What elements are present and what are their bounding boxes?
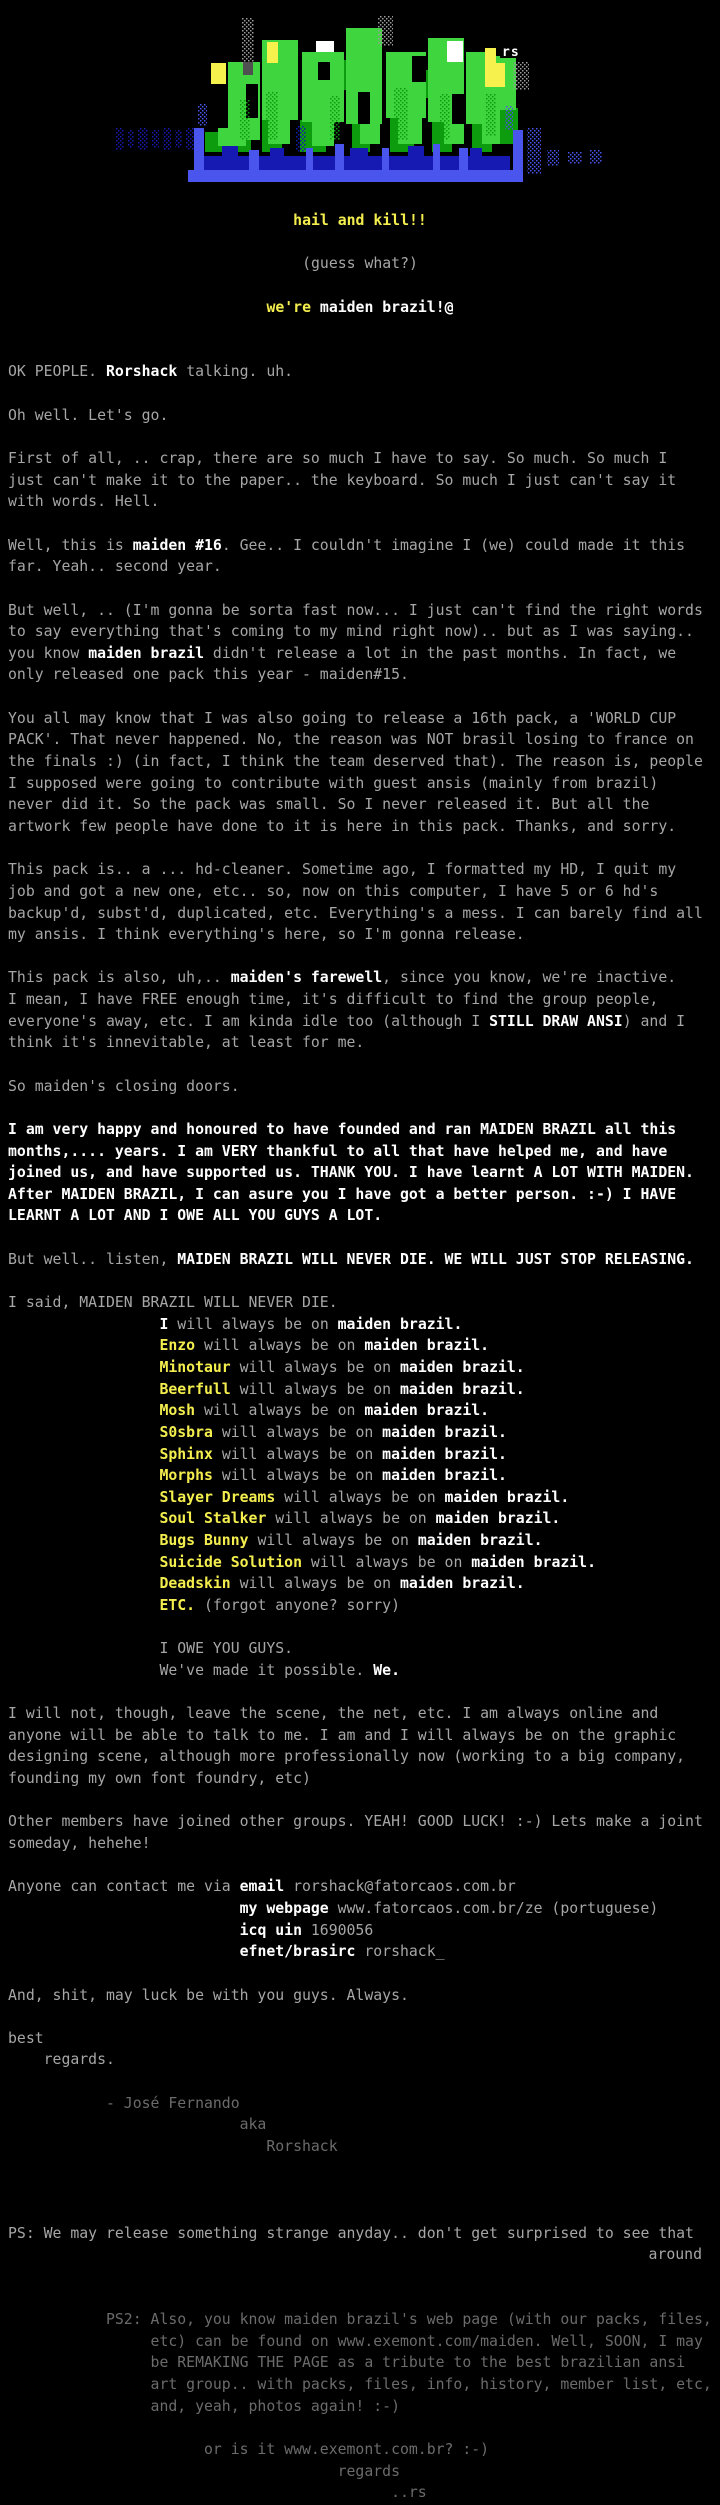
- text-line: Mosh will always be on maiden brazil.: [159, 1402, 490, 1420]
- document: [0, 200, 720, 2504]
- text-line: Slayer Dreams will always be on maiden brazil.: [159, 1488, 570, 1506]
- text-line: I said, MAIDEN BRAZIL WILL NEVER DIE.: [8, 1294, 338, 1312]
- text-line: First of all, .. crap, there are so much I have to say. So much. So much I: [8, 450, 668, 468]
- text-line: I will always be on maiden brazil.: [159, 1315, 463, 1333]
- text-line: I mean, I have FREE enough time, it's difficult to find the group people,: [8, 991, 659, 1009]
- logo-block: [267, 42, 278, 63]
- logo-block: [330, 96, 340, 140]
- text-line: to say everything that's coming to my mind right now).. but as I was saying..: [8, 623, 694, 641]
- logo-block: [266, 92, 278, 140]
- maiden-logo-art: [0, 0, 720, 200]
- text-line: aka: [8, 2116, 267, 2134]
- text-line: hail and kill!!: [293, 212, 427, 229]
- logo-block: [470, 148, 482, 156]
- logo-block: [198, 104, 207, 126]
- text-line: think it's innevitable, at least for me.: [8, 1034, 365, 1052]
- text-line: PS2: Also, you know maiden brazil's web page (with our packs, files,: [8, 2311, 712, 2329]
- text-line: you know maiden brazil didn't release a lot in the past months. In fact, we: [8, 644, 677, 662]
- text-line: [8, 232, 720, 254]
- logo-block: [222, 146, 238, 156]
- text-line: regards.: [8, 2051, 115, 2069]
- text-line: Morphs will always be on maiden brazil.: [159, 1467, 507, 1485]
- text-line: [8, 383, 720, 405]
- text-line: and, yeah, photos again! :-): [8, 2397, 400, 2415]
- logo-block: [590, 150, 602, 164]
- text-line: - José Fernando: [8, 2094, 240, 2112]
- text-line: [8, 513, 720, 535]
- logo-block: [270, 148, 284, 156]
- text-line: Well, this is maiden #16. Gee.. I couldn't imagine I (we) could made it this: [8, 536, 686, 554]
- logo-block: [382, 148, 389, 170]
- text-line: around: [648, 2246, 702, 2264]
- text-line: We've made it possible. We.: [8, 1661, 400, 1679]
- text-line: Rorshack: [8, 2138, 338, 2156]
- text-line: [8, 1855, 720, 1877]
- text-line: icq uin 1690056: [239, 1921, 374, 1939]
- logo-block: [440, 94, 450, 140]
- text-line: I supposed were going to contribute with guest ansis (mainly from brazil): [8, 774, 659, 792]
- logo-block: [175, 130, 182, 148]
- text-line: But well, .. (I'm gonna be sorta fast now... I just can't find the right words: [8, 601, 703, 619]
- text-line: months,.... years. I am VERY thankful to all that have helped me, and have: [8, 1142, 668, 1160]
- text-line: Anyone can contact me via email rorshack@fatorcaos.com.br: [8, 1878, 516, 1896]
- text-line: or is it www.exemont.com.br? :-): [8, 2440, 490, 2458]
- logo-block: [318, 62, 330, 80]
- text-line: joined us, and have supported us. THANK YOU. I have learnt A LOT WITH MAIDEN.: [8, 1164, 694, 1182]
- text-line: (guess what?): [302, 255, 418, 273]
- text-line: [8, 1227, 720, 1249]
- logo-block: [433, 144, 440, 170]
- text-line: [8, 2006, 720, 2028]
- text-line: S0sbra will always be on maiden brazil.: [159, 1423, 507, 1441]
- text-line: I am very happy and honoured to have founded and ran MAIDEN BRAZIL all this: [8, 1120, 677, 1138]
- logo-block: [485, 48, 496, 87]
- logo-block: [394, 88, 408, 140]
- text-line: PACK'. That never happened. No, the reason was NOT brasil losing to france on: [8, 731, 694, 749]
- text-line: [8, 946, 720, 968]
- logo-block: [335, 144, 344, 170]
- text-line: [8, 2071, 720, 2093]
- text-line: Beerfull will always be on maiden brazil.: [159, 1380, 525, 1398]
- text-line: PS: We may release something strange anyday.. don't get surprised to see that: [8, 2224, 694, 2242]
- artist-signature-rs: rs: [502, 45, 520, 60]
- text-line: But well.. listen, MAIDEN BRAZIL WILL NEVER DIE. WE WILL JUST STOP RELEASING.: [8, 1250, 694, 1268]
- logo-block: [194, 128, 204, 170]
- logo-block: [296, 126, 306, 152]
- logo-block: [360, 122, 380, 144]
- text-line: backup'd, subst'd, duplicated, etc. Everything's a mess. I can barely find all: [8, 904, 703, 922]
- text-line: I OWE YOU GUYS.: [8, 1640, 294, 1658]
- logo-block: [242, 18, 254, 64]
- text-line: designing scene, although more professionally now (working to a big company,: [8, 1748, 686, 1766]
- logo-block: [128, 130, 134, 148]
- logo-block: [486, 94, 496, 136]
- text-line: with words. Hell.: [8, 493, 160, 511]
- logo-block: [513, 62, 529, 90]
- text-line: [8, 426, 720, 448]
- text-line: [8, 1963, 720, 1985]
- text-line: [8, 578, 720, 600]
- text-line: [8, 2179, 720, 2201]
- text-line: This pack is also, uh,.. maiden's farewell, since you know, we're inactive.: [8, 969, 677, 987]
- logo-block: [452, 94, 464, 124]
- text-line: far. Yeah.. second year.: [8, 558, 222, 576]
- text-line: anyone will be able to talk to me. I am and I will always be on the graphic: [8, 1726, 677, 1744]
- text-line: just can't make it to the paper.. the keyboard. So much I just can't say it: [8, 471, 677, 489]
- text-line: founding my own font foundry, etc): [8, 1770, 311, 1788]
- logo-header: [0, 0, 720, 200]
- text-line: best: [8, 2029, 44, 2047]
- logo-block: [447, 41, 463, 62]
- text-line: [8, 2266, 720, 2288]
- text-line: Enzo will always be on maiden brazil.: [159, 1337, 490, 1355]
- text-line: ..rs: [8, 2484, 427, 2502]
- text-line: [8, 318, 720, 340]
- logo-block: [378, 16, 393, 46]
- text-line: Minotaur will always be on maiden brazil.: [159, 1358, 525, 1376]
- logo-block: [505, 106, 513, 130]
- logo-block: [188, 170, 522, 182]
- text-line: [8, 1270, 720, 1292]
- text-line: Bugs Bunny will always be on maiden brazil.: [159, 1532, 543, 1550]
- logo-block: [249, 150, 259, 170]
- text-line: [8, 1097, 720, 1119]
- text-line: job and got a new one, etc.. so, now on this computer, I have 5 or 6 hd's: [8, 882, 659, 900]
- text-line: [8, 1790, 720, 1812]
- text-line: And, shit, may luck be with you guys. Always.: [8, 1986, 409, 2004]
- logo-block: [152, 130, 159, 148]
- logo-block: [163, 128, 171, 150]
- logo-block: [412, 56, 426, 82]
- text-line: we're maiden brazil!@: [266, 298, 454, 316]
- text-line: [8, 1617, 720, 1639]
- logo-block: [527, 128, 541, 174]
- text-line: [8, 1682, 720, 1704]
- text-line: This pack is.. a ... hd-cleaner. Sometime ago, I formatted my HD, I quit my: [8, 861, 677, 879]
- text-line: be REMAKING THE PAGE as a tribute to the best brazilian ansi: [8, 2354, 686, 2372]
- text-line: Suicide Solution will always be on maiden brazil.: [159, 1553, 596, 1571]
- text-line: efnet/brasirc rorshack_: [239, 1943, 445, 1961]
- text-line: Other members have joined other groups. YEAH! GOOD LUCK! :-) Lets make a joint: [8, 1813, 703, 1831]
- text-line: [8, 340, 720, 362]
- logo-block: [568, 152, 582, 164]
- text-line: [8, 1054, 720, 1076]
- logo-block: [116, 128, 124, 150]
- text-line: Soul Stalker will always be on maiden brazil.: [159, 1510, 561, 1528]
- logo-block: [408, 146, 424, 156]
- text-line: someday, hehehe!: [8, 1835, 151, 1853]
- text-line: [8, 2417, 720, 2439]
- text-line: art group.. with packs, files, info, history, member list, etc,: [8, 2376, 712, 2394]
- text-line: [8, 2158, 720, 2180]
- text-line: only released one pack this year - maiden#15.: [8, 666, 409, 684]
- text-line: the finals :) (in fact, I think the team deserved that). The reason is, people: [8, 753, 703, 771]
- text-line: [8, 686, 720, 708]
- text-line: You all may know that I was also going to release a 16th pack, a 'WORLD CUP: [8, 709, 677, 727]
- logo-block: [496, 63, 505, 87]
- text-line: everyone's away, etc. I am kinda idle too (although I STILL DRAW ANSI) and I: [8, 1012, 686, 1030]
- text-line: artwork few people have done to it is here in this pack. Thanks, and sorry.: [8, 817, 677, 835]
- text-line: [8, 275, 720, 297]
- text-line: Oh well. Let's go.: [8, 406, 169, 424]
- text-line: I will not, though, leave the scene, the net, etc. I am always online and: [8, 1705, 659, 1723]
- logo-block: [243, 62, 253, 75]
- text-line: never did it. So the pack was small. So I never released it. But all the: [8, 796, 650, 814]
- logo-block: [358, 92, 370, 124]
- text-line: my webpage www.fatorcaos.com.br/ze (portuguese): [239, 1899, 659, 1917]
- text-line: my ansis. I think everything's here, so I'm gonna release.: [8, 926, 525, 944]
- text-line: Deadskin will always be on maiden brazil.: [159, 1575, 525, 1593]
- logo-block: [513, 130, 523, 182]
- text-line: [8, 2201, 720, 2223]
- text-line: Sphinx will always be on maiden brazil.: [159, 1445, 507, 1463]
- logo-block: [211, 63, 226, 84]
- logo-block: [240, 100, 250, 140]
- logo-block: [138, 128, 148, 150]
- logo-block: [459, 148, 468, 170]
- logo-block: [350, 148, 368, 156]
- text-line: After MAIDEN BRAZIL, I can asure you I have got a better person. :-) I HAVE: [8, 1185, 677, 1203]
- text-line: [8, 838, 720, 860]
- logo-block: [306, 148, 313, 170]
- logo-block: [547, 150, 559, 166]
- text-line: LEARNT A LOT AND I OWE ALL YOU GUYS A LOT.: [8, 1207, 383, 1225]
- logo-block: [186, 128, 194, 150]
- text-line: etc) can be found on www.exemont.com/maiden. Well, SOON, I may: [8, 2332, 703, 2350]
- text-line: [8, 2288, 720, 2310]
- text-line: regards: [8, 2462, 400, 2480]
- text-line: OK PEOPLE. Rorshack talking. uh.: [8, 363, 294, 381]
- text-line: ETC. (forgot anyone? sorry): [159, 1597, 400, 1614]
- logo-block: [316, 41, 334, 52]
- text-line: So maiden's closing doors.: [8, 1077, 240, 1095]
